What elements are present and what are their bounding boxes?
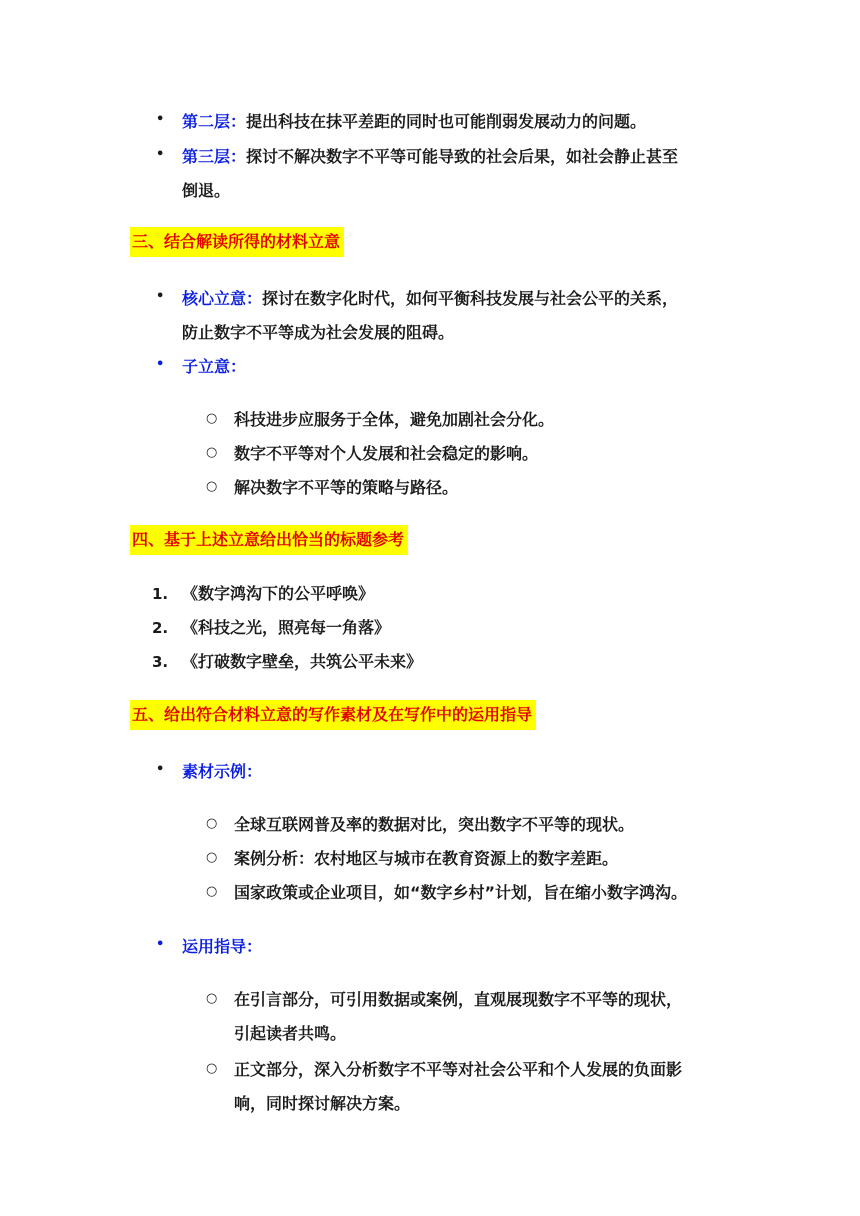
section-heading: 五、给出符合材料立意的写作素材及在写作中的运用指导 — [130, 700, 536, 730]
title-item: 《数字鸿沟下的公平呼唤》 — [182, 584, 375, 603]
layer-text: 探讨不解决数字不平等可能导致的社会后果，如社会静止甚至 — [246, 147, 679, 166]
layer-text: 提出科技在抹平差距的同时也可能削弱发展动力的问题。 — [246, 112, 647, 131]
title-item: 《科技之光，照亮每一角落》 — [182, 618, 391, 637]
circle-bullet: ○ — [206, 1061, 218, 1076]
layer-label: 第二层： — [182, 112, 247, 131]
list-item-cont: 响，同时探讨解决方案。 — [234, 1094, 411, 1113]
list-item: 在引言部分，可引用数据或案例，直观展现数字不平等的现状， — [234, 990, 683, 1009]
bullet: • — [156, 289, 165, 304]
title-item: 《打破数字壁垒，共筑公平未来》 — [182, 652, 423, 671]
layer-label: 第三层： — [182, 147, 247, 166]
list-item: 解决数字不平等的策略与路径。 — [234, 478, 459, 497]
list-item: 正文部分，深入分析数字不平等对社会公平和个人发展的负面影 — [234, 1060, 683, 1079]
circle-bullet: ○ — [206, 884, 218, 899]
list-number: 3. — [152, 653, 169, 671]
list-item: 数字不平等对个人发展和社会稳定的影响。 — [234, 444, 539, 463]
sub-label: 子立意： — [182, 357, 247, 376]
section-heading: 三、结合解读所得的材料立意 — [130, 227, 344, 257]
list-number: 2. — [152, 619, 169, 637]
circle-bullet: ○ — [206, 991, 218, 1006]
guide-label: 运用指导： — [182, 937, 263, 956]
bullet: • — [156, 762, 165, 777]
layer-text-cont: 倒退。 — [182, 181, 231, 200]
bullet: • — [156, 147, 165, 162]
bullet: • — [156, 937, 165, 952]
list-item: 案例分析：农村地区与城市在教育资源上的数字差距。 — [234, 849, 619, 868]
circle-bullet: ○ — [206, 411, 218, 426]
bullet: • — [156, 357, 165, 372]
circle-bullet: ○ — [206, 850, 218, 865]
core-label: 核心立意： — [182, 289, 263, 308]
section-heading: 四、基于上述立意给出恰当的标题参考 — [130, 525, 408, 555]
material-label: 素材示例： — [182, 762, 263, 781]
bullet: • — [156, 112, 165, 127]
core-text: 探讨在数字化时代，如何平衡科技发展与社会公平的关系， — [262, 289, 679, 308]
list-item: 科技进步应服务于全体，避免加剧社会分化。 — [234, 410, 555, 429]
list-item: 国家政策或企业项目，如“数字乡村”计划，旨在缩小数字鸿沟。 — [234, 883, 688, 902]
circle-bullet: ○ — [206, 445, 218, 460]
core-text-cont: 防止数字不平等成为社会发展的阻碍。 — [182, 323, 455, 342]
list-item-cont: 引起读者共鸣。 — [234, 1024, 347, 1043]
list-number: 1. — [152, 585, 169, 603]
circle-bullet: ○ — [206, 816, 218, 831]
list-item: 全球互联网普及率的数据对比，突出数字不平等的现状。 — [234, 815, 635, 834]
circle-bullet: ○ — [206, 479, 218, 494]
